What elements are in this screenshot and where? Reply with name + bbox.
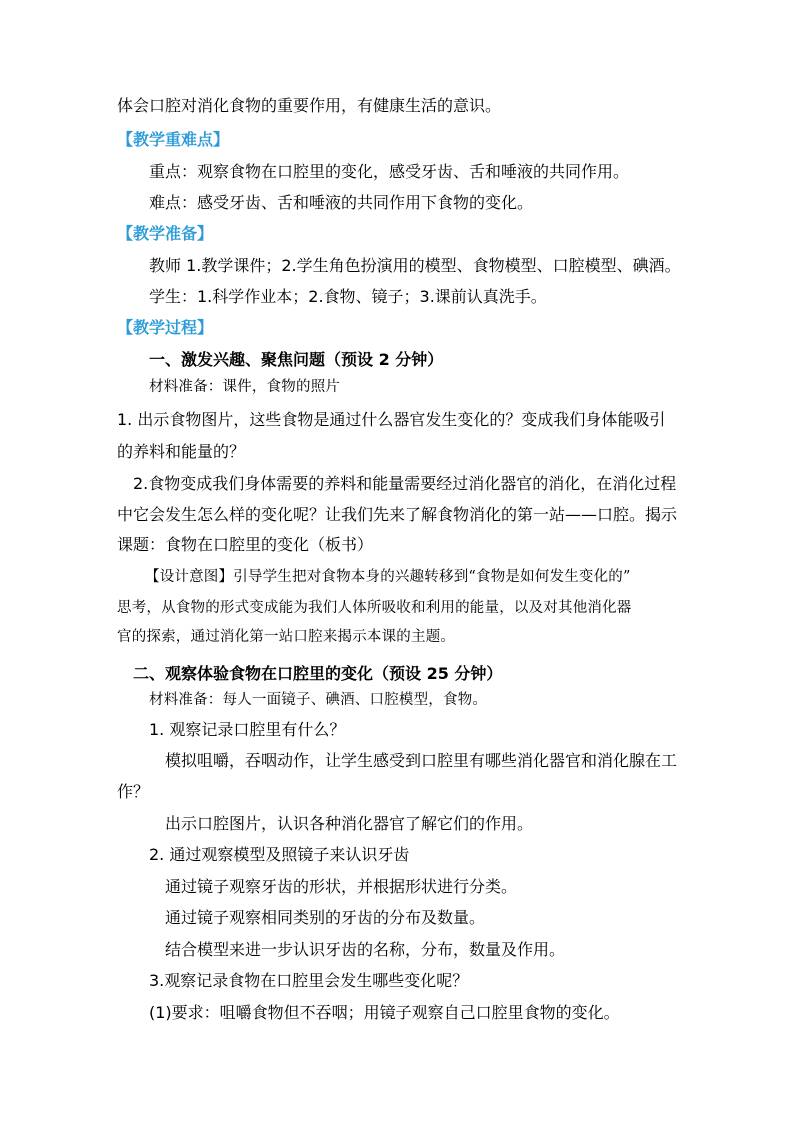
materials-note: 材料准备：课件，食物的照片 bbox=[149, 379, 341, 395]
text-line: (1)要求：咀嚼食物但不吞咽；用镜子观察自己口腔里食物的变化。 bbox=[149, 1003, 620, 1022]
text-line: 1. 观察记录口腔里有什么？ bbox=[149, 720, 346, 739]
text-line: 2.食物变成我们身体需要的养料和能量需要经过消化器官的消化，在消化过程 bbox=[133, 474, 677, 493]
text-line: 教师 1.教学课件；2.学生角色扮演用的模型、食物模型、口腔模型、碘酒。 bbox=[149, 256, 681, 275]
section-heading-key-points: 【教学重难点】 bbox=[117, 130, 230, 149]
text-line: 重点：观察食物在口腔里的变化，感受牙齿、舌和唾液的共同作用。 bbox=[149, 162, 630, 181]
text-line: 2. 通过观察模型及照镜子来认识牙齿 bbox=[149, 845, 410, 864]
text-line: 通过镜子观察相同类别的牙齿的分布及数量。 bbox=[165, 908, 486, 927]
text-line: 的养料和能量的？ bbox=[117, 442, 246, 461]
text-line: 出示口腔图片，认识各种消化器官了解它们的作用。 bbox=[165, 814, 534, 833]
text-line: 结合模型来进一步认识牙齿的名称，分布，数量及作用。 bbox=[165, 940, 566, 959]
text-line: 模拟咀嚼，吞咽动作，让学生感受到口腔里有哪些消化器官和消化腺在工 bbox=[165, 751, 678, 770]
design-intent-line: 【设计意图】引导学生把对食物本身的兴趣转移到“食物是如何发生变化的” bbox=[145, 569, 631, 585]
subsection-heading: 二、观察体验食物在口腔里的变化（预设 25 分钟） bbox=[133, 664, 503, 683]
text-line: 3.观察记录食物在口腔里会发生哪些变化呢？ bbox=[149, 971, 469, 990]
section-heading-process: 【教学过程】 bbox=[117, 318, 214, 337]
materials-note: 材料准备：每人一面镜子、碘酒、口腔模型，食物。 bbox=[149, 692, 488, 708]
design-intent-line: 思考，从食物的形式变成能为我们人体所吸收和利用的能量，以及对其他消化器 bbox=[117, 600, 632, 616]
text-line: 体会口腔对消化食物的重要作用，有健康生活的意识。 bbox=[117, 96, 502, 115]
text-line: 难点：感受牙齿、舌和唾液的共同作用下食物的变化。 bbox=[149, 193, 534, 212]
design-intent-line: 官的探索，通过消化第一站口腔来揭示本课的主题。 bbox=[117, 629, 456, 645]
text-line: 中它会发生怎么样的变化呢？让我们先来了解食物消化的第一站——口腔。揭示 bbox=[117, 505, 678, 524]
text-line: 通过镜子观察牙齿的形状，并根据形状进行分类。 bbox=[165, 877, 518, 896]
section-heading-preparation: 【教学准备】 bbox=[117, 224, 214, 243]
text-line: 学生：1.科学作业本；2.食物、镜子；3.课前认真洗手。 bbox=[149, 287, 547, 306]
text-line: 作？ bbox=[117, 782, 150, 801]
text-line: 1. 出示食物图片，这些食物是通过什么器官发生变化的？变成我们身体能吸引 bbox=[117, 410, 666, 429]
text-line: 课题：食物在口腔里的变化（板书） bbox=[117, 535, 374, 554]
subsection-heading: 一、激发兴趣、聚焦问题（预设 2 分钟） bbox=[149, 350, 444, 369]
